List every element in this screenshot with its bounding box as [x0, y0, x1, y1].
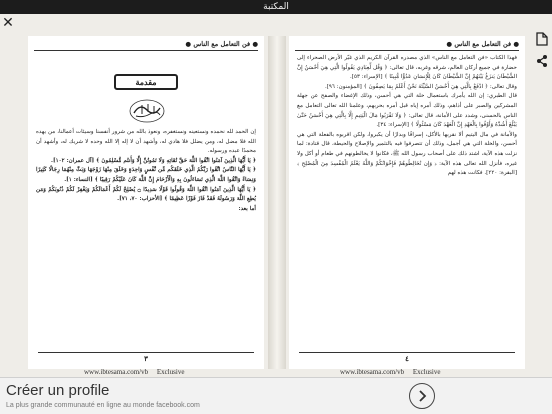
paragraph: فهذا الكتاب «فن التعامل مع الناس» الذي مصدره القرآن الكريم الذي غيّر الأرض الصحراء إلى حضارة في جميع أركان العالم، شرقه وغربه، قال تعالى: ﴿ وَقُل لِّعِبَادِي يَقُولُوا الَّتِي هِيَ أَحْسَنُ إِنَّ الشَّيْطَانَ يَنزَغُ بَيْنَهُمْ إِنَّ الشَّيْطَانَ كَانَ لِلْإِنسَانِ عَدُوًّا مُّبِينًا ﴾ [الإسراء: ٥٣].: [297, 55, 517, 81]
book-spine: [268, 36, 286, 369]
chevron-right-icon[interactable]: [409, 383, 435, 409]
document-icon[interactable]: [534, 30, 550, 48]
running-head: ● فن التعامل مع الناس ●: [295, 40, 519, 51]
site-note: Exclusive: [156, 368, 185, 376]
side-toolbar: [534, 30, 552, 74]
paragraph: أما بعد:: [238, 205, 256, 212]
verse: ﴿ يَا أَيُّهَا الَّذِينَ آمَنُوا اتَّقُوا اللَّهَ وَقُولُوا قَوْلًا سَدِيدًا ۝ يُصْلِحْ لَكُمْ أَعْمَالَكُمْ وَيَغْفِرْ لَكُمْ ذُنُوبَكُمْ وَمَن يُطِعِ اللَّهَ وَرَسُولَهُ فَقَدْ فَازَ فَوْزًا عَظِيمًا ﴾ [الأحزاب: ٧٠، ٧١].: [36, 186, 256, 203]
paragraph: إن الحمد لله نحمده ونستعينه ونستغفره، ونعوذ بالله من شرور أنفسنا وسيئات أعمالنا، من يهده الله فلا مضل له، ومن يضلل فلا هادي له، وأشهد أن لا إله إلا الله وحده لا شريك له، وأشهد أن محمدًا عبده ورسوله.: [36, 129, 256, 155]
site-url: www.ibtesama.com/vb: [340, 368, 405, 376]
verse: ﴿ يَا أَيُّهَا الَّذِينَ آمَنُوا اتَّقُوا اللَّهَ حَقَّ تُقَاتِهِ وَلَا تَمُوتُنَّ إِلَّا وَأَنتُم مُّسْلِمُونَ ﴾ [آل عمران: ١٠٢].: [51, 157, 256, 164]
paragraph: وقال تعالى: ﴿ ادْفَعْ بِالَّتِي هِيَ أَحْسَنُ السَّيِّئَةَ نَحْنُ أَعْلَمُ بِمَا يَصِفُونَ ﴾ [المؤمنون: ٩٦].: [324, 83, 517, 90]
verse: ﴿ يَا أَيُّهَا النَّاسُ اتَّقُوا رَبَّكُمُ الَّذِي خَلَقَكُم مِّن نَّفْسٍ وَاحِدَةٍ وَخَلَقَ مِنْهَا زَوْجَهَا وَبَثَّ مِنْهُمَا رِجَالًا كَثِيرًا وَنِسَاءً وَاتَّقُوا اللَّهَ الَّذِي تَسَاءَلُونَ بِهِ وَالْأَرْحَامَ إِنَّ اللَّهَ كَانَ عَلَيْكُمْ رَقِيبًا ﴾ [النساء: ١].: [36, 167, 256, 183]
site-note: Exclusive: [412, 368, 441, 376]
page-left-body: [36, 128, 256, 214]
site-url-left: [84, 368, 184, 376]
section-title: مقدمة: [114, 74, 178, 90]
footer-rule: [299, 352, 515, 353]
page-right-body: [297, 54, 517, 179]
ad-subtitle: [6, 402, 200, 409]
ad-title[interactable]: Créer un profile: [6, 382, 110, 399]
title-bar: [0, 0, 552, 14]
share-icon[interactable]: [534, 52, 550, 70]
close-icon[interactable]: ✕: [2, 15, 14, 31]
basmala-calligraphy-icon: [128, 98, 166, 124]
footer-rule: [38, 352, 254, 353]
site-url-right: [340, 368, 440, 376]
page-number: ٣: [144, 354, 148, 363]
ad-source: facebook.com: [156, 402, 200, 409]
site-url: www.ibtesama.com/vb: [84, 368, 149, 376]
app-title: المكتبة: [263, 2, 289, 12]
book-page-left: [28, 36, 264, 369]
paragraph: والأمانة في مال اليتيم ألا نقربها بالأكل، إسرافًا وبدارًا أن يكبروا، ولكن اقربوه بالفعلة التي هي أحسن، والخلة التي هي أجمل، وذلك أن تتصرفوا فيه بالتثمير والإصلاح والحيطة، قال قتادة: لما نزلت هذه الآية، اشتد ذلك على أصحاب رسول الله ﷺ، فكانوا لا يخالطونهم في طعام أو أكل ولا غيره، فأنزل الله تعالى هذه الآية: ﴿ وَإِن تُخَالِطُوهُمْ فَإِخْوَانُكُمْ وَاللَّهُ يَعْلَمُ الْمُفْسِدَ مِنَ الْمُصْلِحِ ﴾ [البقرة: ٢٢٠]. فكانت هذه لهم: [297, 131, 517, 177]
ad-subtitle-text: La plus grande communauté en ligne au monde: [6, 402, 155, 409]
ad-banner[interactable]: [0, 377, 552, 414]
book-page-right: [289, 36, 525, 369]
page-number: ٤: [405, 354, 409, 363]
running-head: ● فن التعامل مع الناس ●: [34, 40, 258, 51]
book-viewer[interactable]: [0, 14, 552, 377]
paragraph: قال الطبري: إن الله يأمرك باستعمال خلة التي هي أحسن، وذلك الإغضاء والصفح عن جهلة المشركين والصبر على أذاهم، وذلك أمره إياه قبل أمره بحربهم، وعلمنا الله تعالى التعامل مع الناس بالحسنى، وشدد على الأمانة، قال تعالى: ﴿ وَلَا تَقْرَبُوا مَالَ الْيَتِيمِ إِلَّا بِالَّتِي هِيَ أَحْسَنُ حَتَّىٰ يَبْلُغَ أَشُدَّهُ وَأَوْفُوا بِالْعَهْدِ إِنَّ الْعَهْدَ كَانَ مَسْئُولًا ﴾ [الإسراء: ٣٤].: [297, 93, 517, 129]
